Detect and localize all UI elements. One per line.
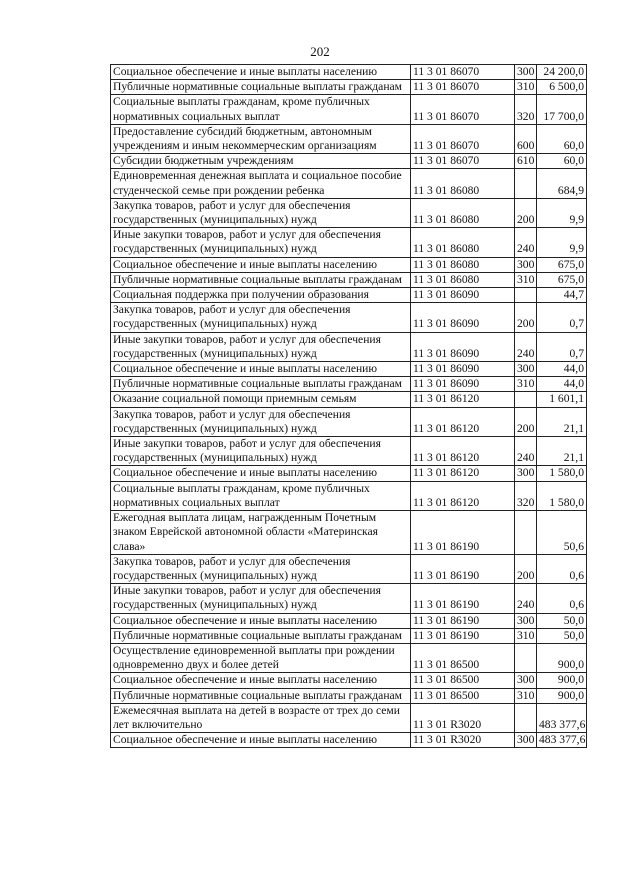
row-code-cell: 11 3 01 86070	[411, 95, 515, 124]
row-name-cell: Ежегодная выплата лицам, награжденным Почетным знаком Еврейской автономной области «Материнская слава»	[111, 511, 411, 555]
row-expense-type-cell: 300	[515, 466, 537, 481]
table-row	[111, 303, 587, 332]
row-name-cell: Социальное обеспечение и иные выплаты населению	[111, 362, 411, 377]
row-expense-type-cell: 200	[515, 407, 537, 436]
row-code-cell: 11 3 01 86080	[411, 228, 515, 257]
row-name-cell: Социальное обеспечение и иные выплаты населению	[111, 257, 411, 272]
row-expense-type-cell: 240	[515, 228, 537, 257]
row-code-cell: 11 3 01 86080	[411, 257, 515, 272]
table-row	[111, 80, 587, 95]
table-row	[111, 169, 587, 198]
row-code-cell: 11 3 01 86190	[411, 511, 515, 555]
row-code-cell: 11 3 01 86500	[411, 673, 515, 688]
row-amount-cell: 0,6	[537, 554, 587, 583]
row-code-cell: 11 3 01 86090	[411, 288, 515, 303]
row-name-cell: Социальные выплаты гражданам, кроме публичных нормативных социальных выплат	[111, 481, 411, 510]
row-amount-cell: 6 500,0	[537, 80, 587, 95]
row-expense-type-cell: 310	[515, 377, 537, 392]
row-name-cell: Социальное обеспечение и иные выплаты населению	[111, 65, 411, 80]
row-name-cell: Социальное обеспечение и иные выплаты населению	[111, 466, 411, 481]
row-amount-cell: 483 377,6	[537, 733, 587, 748]
row-code-cell: 11 3 01 86090	[411, 362, 515, 377]
row-expense-type-cell: 310	[515, 628, 537, 643]
row-amount-cell: 675,0	[537, 257, 587, 272]
row-code-cell: 11 3 01 R3020	[411, 703, 515, 732]
row-amount-cell: 675,0	[537, 272, 587, 287]
row-name-cell: Иные закупки товаров, работ и услуг для обеспечения государственных (муниципальных) нужд	[111, 228, 411, 257]
row-code-cell: 11 3 01 86080	[411, 198, 515, 227]
row-name-cell: Публичные нормативные социальные выплаты гражданам	[111, 628, 411, 643]
row-amount-cell: 900,0	[537, 643, 587, 672]
row-name-cell: Социальное обеспечение и иные выплаты населению	[111, 613, 411, 628]
row-name-cell: Закупка товаров, работ и услуг для обеспечения государственных (муниципальных) нужд	[111, 407, 411, 436]
row-name-cell: Публичные нормативные социальные выплаты гражданам	[111, 80, 411, 95]
row-code-cell: 11 3 01 86500	[411, 688, 515, 703]
table-row	[111, 554, 587, 583]
row-amount-cell: 50,0	[537, 628, 587, 643]
table-row	[111, 377, 587, 392]
row-code-cell: 11 3 01 86190	[411, 613, 515, 628]
row-amount-cell: 0,6	[537, 584, 587, 613]
row-amount-cell: 1 580,0	[537, 466, 587, 481]
row-name-cell: Единовременная денежная выплата и социальное пособие студенческой семье при рождении ребенка	[111, 169, 411, 198]
table-row	[111, 198, 587, 227]
row-expense-type-cell: 200	[515, 303, 537, 332]
row-expense-type-cell	[515, 643, 537, 672]
row-amount-cell: 60,0	[537, 154, 587, 169]
row-name-cell: Социальное обеспечение и иные выплаты населению	[111, 673, 411, 688]
row-name-cell: Публичные нормативные социальные выплаты гражданам	[111, 688, 411, 703]
row-code-cell: 11 3 01 86070	[411, 154, 515, 169]
row-expense-type-cell: 320	[515, 481, 537, 510]
row-name-cell: Закупка товаров, работ и услуг для обеспечения государственных (муниципальных) нужд	[111, 554, 411, 583]
row-code-cell: 11 3 01 86120	[411, 437, 515, 466]
page-number: 202	[310, 44, 330, 59]
row-amount-cell: 21,1	[537, 437, 587, 466]
row-amount-cell: 44,7	[537, 288, 587, 303]
table-row	[111, 688, 587, 703]
row-expense-type-cell: 310	[515, 688, 537, 703]
row-name-cell: Иные закупки товаров, работ и услуг для обеспечения государственных (муниципальных) нужд	[111, 332, 411, 361]
row-amount-cell: 483 377,6	[537, 703, 587, 732]
row-code-cell: 11 3 01 86190	[411, 554, 515, 583]
row-code-cell: 11 3 01 86070	[411, 80, 515, 95]
row-amount-cell: 900,0	[537, 673, 587, 688]
row-amount-cell: 44,0	[537, 377, 587, 392]
row-amount-cell: 9,9	[537, 228, 587, 257]
row-code-cell: 11 3 01 86120	[411, 392, 515, 407]
table-row	[111, 362, 587, 377]
table-row	[111, 272, 587, 287]
table-row	[111, 613, 587, 628]
row-code-cell: 11 3 01 86190	[411, 584, 515, 613]
budget-table	[110, 64, 587, 748]
row-code-cell: 11 3 01 86120	[411, 466, 515, 481]
row-expense-type-cell: 240	[515, 584, 537, 613]
row-amount-cell: 44,0	[537, 362, 587, 377]
row-expense-type-cell	[515, 169, 537, 198]
row-code-cell: 11 3 01 86120	[411, 481, 515, 510]
table-row	[111, 481, 587, 510]
row-name-cell: Ежемесячная выплата на детей в возрасте от трех до семи лет включительно	[111, 703, 411, 732]
row-expense-type-cell: 320	[515, 95, 537, 124]
row-amount-cell: 900,0	[537, 688, 587, 703]
row-expense-type-cell: 310	[515, 272, 537, 287]
row-code-cell: 11 3 01 86090	[411, 303, 515, 332]
row-code-cell: 11 3 01 86090	[411, 377, 515, 392]
table-row	[111, 154, 587, 169]
row-name-cell: Субсидии бюджетным учреждениям	[111, 154, 411, 169]
table-row	[111, 673, 587, 688]
row-code-cell: 11 3 01 R3020	[411, 733, 515, 748]
row-expense-type-cell: 310	[515, 80, 537, 95]
row-name-cell: Социальная поддержка при получении образования	[111, 288, 411, 303]
table-row	[111, 407, 587, 436]
row-code-cell: 11 3 01 86070	[411, 65, 515, 80]
row-code-cell: 11 3 01 86080	[411, 169, 515, 198]
row-name-cell: Иные закупки товаров, работ и услуг для обеспечения государственных (муниципальных) нужд	[111, 584, 411, 613]
row-name-cell: Социальные выплаты гражданам, кроме публичных нормативных социальных выплат	[111, 95, 411, 124]
row-name-cell: Закупка товаров, работ и услуг для обеспечения государственных (муниципальных) нужд	[111, 303, 411, 332]
row-amount-cell: 684,9	[537, 169, 587, 198]
row-expense-type-cell: 200	[515, 554, 537, 583]
table-row	[111, 257, 587, 272]
row-expense-type-cell	[515, 392, 537, 407]
row-amount-cell: 1 601,1	[537, 392, 587, 407]
row-expense-type-cell: 300	[515, 733, 537, 748]
row-expense-type-cell: 600	[515, 124, 537, 153]
row-name-cell: Оказание социальной помощи приемным семьям	[111, 392, 411, 407]
row-code-cell: 11 3 01 86090	[411, 332, 515, 361]
row-name-cell: Осуществление единовременной выплаты при рождении одновременно двух и более детей	[111, 643, 411, 672]
row-expense-type-cell: 240	[515, 332, 537, 361]
row-code-cell: 11 3 01 86500	[411, 643, 515, 672]
row-amount-cell: 9,9	[537, 198, 587, 227]
row-code-cell: 11 3 01 86120	[411, 407, 515, 436]
table-row	[111, 124, 587, 153]
row-name-cell: Иные закупки товаров, работ и услуг для обеспечения государственных (муниципальных) нужд	[111, 437, 411, 466]
row-name-cell: Публичные нормативные социальные выплаты гражданам	[111, 377, 411, 392]
table-row	[111, 733, 587, 748]
row-expense-type-cell	[515, 703, 537, 732]
row-amount-cell: 1 580,0	[537, 481, 587, 510]
row-expense-type-cell: 300	[515, 673, 537, 688]
row-amount-cell: 24 200,0	[537, 65, 587, 80]
row-amount-cell: 0,7	[537, 303, 587, 332]
row-amount-cell: 50,0	[537, 613, 587, 628]
row-amount-cell: 60,0	[537, 124, 587, 153]
row-name-cell: Публичные нормативные социальные выплаты гражданам	[111, 272, 411, 287]
row-name-cell: Закупка товаров, работ и услуг для обеспечения государственных (муниципальных) нужд	[111, 198, 411, 227]
row-expense-type-cell	[515, 288, 537, 303]
table-row	[111, 703, 587, 732]
row-expense-type-cell: 300	[515, 257, 537, 272]
row-code-cell: 11 3 01 86070	[411, 124, 515, 153]
table-row	[111, 332, 587, 361]
table-row	[111, 228, 587, 257]
table-row	[111, 288, 587, 303]
row-expense-type-cell: 300	[515, 613, 537, 628]
row-expense-type-cell: 200	[515, 198, 537, 227]
row-name-cell: Социальное обеспечение и иные выплаты населению	[111, 733, 411, 748]
row-amount-cell: 21,1	[537, 407, 587, 436]
table-row	[111, 466, 587, 481]
row-amount-cell: 50,6	[537, 511, 587, 555]
table-row	[111, 584, 587, 613]
row-expense-type-cell: 300	[515, 362, 537, 377]
table-row	[111, 511, 587, 555]
row-expense-type-cell: 240	[515, 437, 537, 466]
table-row	[111, 643, 587, 672]
row-code-cell: 11 3 01 86190	[411, 628, 515, 643]
row-amount-cell: 0,7	[537, 332, 587, 361]
table-row	[111, 65, 587, 80]
table-row	[111, 437, 587, 466]
row-expense-type-cell	[515, 511, 537, 555]
table-row	[111, 392, 587, 407]
row-code-cell: 11 3 01 86080	[411, 272, 515, 287]
row-expense-type-cell: 300	[515, 65, 537, 80]
table-row	[111, 95, 587, 124]
row-expense-type-cell: 610	[515, 154, 537, 169]
row-name-cell: Предоставление субсидий бюджетным, автономным учреждениям и иным некоммерческим организациям	[111, 124, 411, 153]
table-row	[111, 628, 587, 643]
budget-table-body	[111, 65, 587, 748]
row-amount-cell: 17 700,0	[537, 95, 587, 124]
